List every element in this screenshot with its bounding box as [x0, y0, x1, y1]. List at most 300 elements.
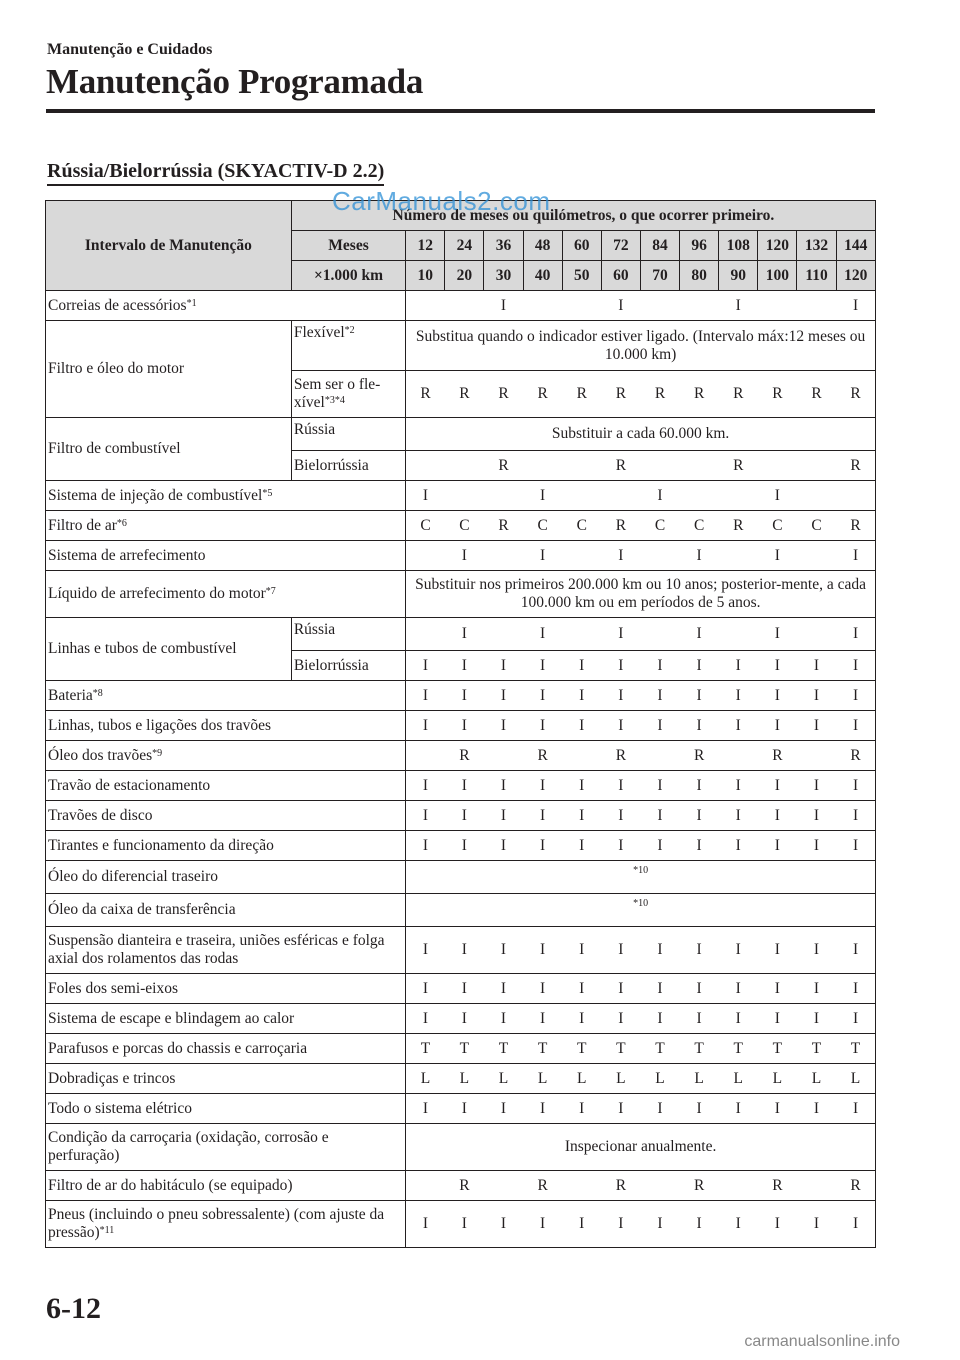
interval-mark: R	[523, 1171, 562, 1201]
row-label-text: Rússia	[293, 421, 336, 438]
page-number: 6-12	[46, 1292, 101, 1325]
row-label	[46, 681, 406, 711]
km-cell: 90	[719, 261, 758, 291]
interval-mark: I	[680, 1094, 719, 1124]
interval-mark: I	[406, 651, 445, 681]
interval-mark: I	[836, 1201, 875, 1248]
interval-mark: I	[758, 1004, 797, 1034]
interval-mark	[797, 451, 836, 481]
interval-mark: I	[640, 1201, 679, 1248]
interval-mark: I	[484, 801, 523, 831]
interval-mark: I	[484, 1004, 523, 1034]
interval-mark: I	[445, 974, 484, 1004]
interval-mark: I	[640, 1004, 679, 1034]
row-label	[46, 541, 406, 571]
row-label	[46, 771, 406, 801]
interval-mark: I	[797, 1094, 836, 1124]
interval-mark: I	[601, 651, 640, 681]
interval-mark: L	[758, 1064, 797, 1094]
interval-mark: I	[601, 1201, 640, 1248]
interval-mark: I	[562, 801, 601, 831]
interval-mark: I	[406, 771, 445, 801]
table-row	[46, 927, 876, 974]
interval-mark	[445, 481, 484, 511]
row-label	[46, 1201, 406, 1248]
interval-mark: T	[523, 1034, 562, 1064]
km-label: ×1.000 km	[291, 261, 405, 291]
watermark: CarManuals2.com	[332, 186, 551, 216]
interval-mark: I	[758, 651, 797, 681]
interval-mark	[640, 741, 679, 771]
row-label-text: Bielorrússia	[293, 456, 369, 474]
months-cell: 12	[406, 231, 445, 261]
row-label-text: Travões de disco	[48, 806, 153, 824]
interval-mark: I	[484, 1094, 523, 1124]
interval-mark	[484, 541, 523, 571]
interval-mark: I	[719, 771, 758, 801]
interval-mark: I	[484, 771, 523, 801]
footnote-ref: *2	[344, 325, 355, 336]
interval-mark: I	[484, 927, 523, 974]
interval-mark: I	[680, 974, 719, 1004]
interval-mark: I	[406, 681, 445, 711]
row-label-text: Pneus (incluindo o pneu sobressalente) (com ajuste da pressão)	[48, 1206, 385, 1241]
interval-mark: I	[797, 1004, 836, 1034]
interval-mark: R	[523, 371, 562, 418]
row-label-text: Travão de estacionamento	[48, 776, 211, 794]
interval-mark: I	[680, 541, 719, 571]
interval-mark	[406, 741, 445, 771]
km-cell: 70	[640, 261, 679, 291]
interval-mark: T	[406, 1034, 445, 1064]
group-label: Filtro e óleo do motor	[46, 321, 292, 418]
interval-mark	[562, 451, 601, 481]
interval-mark: T	[640, 1034, 679, 1064]
interval-mark: L	[719, 1064, 758, 1094]
interval-mark: I	[640, 481, 679, 511]
row-label	[46, 894, 406, 927]
row-label	[46, 481, 406, 511]
interval-mark: I	[601, 541, 640, 571]
table-row	[46, 1171, 876, 1201]
interval-mark	[640, 451, 679, 481]
interval-mark: I	[836, 771, 875, 801]
footnote-ref: *10	[633, 898, 649, 909]
interval-mark: I	[680, 618, 719, 651]
interval-mark: I	[719, 831, 758, 861]
interval-mark	[797, 741, 836, 771]
interval-mark: I	[523, 771, 562, 801]
interval-mark: L	[601, 1064, 640, 1094]
row-label-text: Líquido de arrefecimento do motor	[48, 585, 266, 602]
interval-mark: I	[562, 831, 601, 861]
months-cell: 24	[445, 231, 484, 261]
interval-mark: T	[484, 1034, 523, 1064]
interval-mark: I	[445, 1094, 484, 1124]
interval-mark: I	[797, 681, 836, 711]
interval-mark	[562, 618, 601, 651]
interval-mark: I	[562, 681, 601, 711]
interval-mark: I	[601, 291, 640, 321]
sub-label	[291, 371, 405, 418]
interval-mark	[406, 541, 445, 571]
km-cell: 100	[758, 261, 797, 291]
interval-mark	[640, 541, 679, 571]
interval-mark: R	[601, 451, 640, 481]
interval-mark: I	[758, 974, 797, 1004]
interval-mark: I	[680, 681, 719, 711]
interval-mark	[719, 541, 758, 571]
interval-mark: I	[719, 711, 758, 741]
interval-mark: I	[601, 681, 640, 711]
table-row	[46, 974, 876, 1004]
interval-mark	[719, 1171, 758, 1201]
row-label-text: Flexível	[293, 324, 345, 341]
interval-mark: I	[562, 927, 601, 974]
interval-mark: I	[797, 927, 836, 974]
interval-mark: I	[523, 927, 562, 974]
interval-mark: R	[680, 371, 719, 418]
sub-label	[291, 451, 405, 481]
interval-mark: L	[797, 1064, 836, 1094]
interval-mark: I	[406, 927, 445, 974]
row-label-text: Foles dos semi-eixos	[48, 979, 179, 997]
km-cell: 60	[601, 261, 640, 291]
interval-mark	[680, 481, 719, 511]
interval-mark: I	[445, 801, 484, 831]
interval-mark	[562, 541, 601, 571]
interval-mark: L	[836, 1064, 875, 1094]
interval-mark: I	[680, 651, 719, 681]
footer-link[interactable]: carmanualsonline.info	[744, 1333, 900, 1350]
row-label	[46, 1094, 406, 1124]
interval-mark: I	[758, 1201, 797, 1248]
table-row	[46, 571, 876, 618]
interval-mark: I	[680, 801, 719, 831]
table-row	[46, 1034, 876, 1064]
interval-mark: I	[680, 927, 719, 974]
interval-mark: I	[484, 974, 523, 1004]
interval-mark: I	[680, 771, 719, 801]
table-row	[46, 894, 876, 927]
row-label	[46, 711, 406, 741]
interval-mark: L	[680, 1064, 719, 1094]
interval-mark: R	[406, 371, 445, 418]
interval-mark: I	[562, 1201, 601, 1248]
interval-mark: I	[719, 927, 758, 974]
interval-mark	[601, 481, 640, 511]
interval-mark: R	[719, 371, 758, 418]
interval-mark: I	[562, 771, 601, 801]
interval-mark: C	[523, 511, 562, 541]
interval-mark: R	[836, 741, 875, 771]
interval-mark: I	[523, 711, 562, 741]
interval-mark	[640, 1171, 679, 1201]
interval-mark: I	[445, 831, 484, 861]
interval-mark	[484, 1171, 523, 1201]
row-label-text: Sistema de escape e blindagem ao calor	[48, 1009, 295, 1027]
interval-mark: R	[445, 1171, 484, 1201]
interval-mark: I	[523, 831, 562, 861]
footnote-ref: *5	[262, 487, 273, 499]
row-label-text: Óleo dos travões	[48, 746, 153, 764]
row-note: Substituir nos primeiros 200.000 km ou 10 anos; posterior-mente, a cada 100.000 km ou em períodos de 5 anos.	[406, 571, 876, 618]
interval-mark: I	[523, 618, 562, 651]
interval-mark: R	[680, 741, 719, 771]
table-row	[46, 681, 876, 711]
interval-mark: I	[601, 1094, 640, 1124]
interval-mark: I	[758, 711, 797, 741]
interval-mark: I	[836, 681, 875, 711]
interval-mark: R	[445, 371, 484, 418]
row-label	[46, 1034, 406, 1064]
interval-mark: L	[445, 1064, 484, 1094]
sub-label	[291, 651, 405, 681]
interval-mark	[406, 451, 445, 481]
table-row	[46, 771, 876, 801]
row-label-text: Filtro de ar do habitáculo (se equipado)	[48, 1176, 293, 1194]
interval-mark: R	[836, 511, 875, 541]
interval-mark: C	[797, 511, 836, 541]
section-title: Rússia/Bielorrússia (SKYACTIV-D 2.2)	[47, 160, 384, 186]
interval-mark	[680, 451, 719, 481]
row-label	[46, 571, 406, 618]
header-divider	[46, 109, 875, 113]
table-row	[46, 831, 876, 861]
interval-mark: I	[758, 831, 797, 861]
interval-mark	[758, 451, 797, 481]
row-label-text: Bielorrússia	[293, 656, 369, 674]
interval-mark	[562, 481, 601, 511]
interval-mark: R	[640, 371, 679, 418]
table-row	[46, 1201, 876, 1248]
footnote-ref: *8	[92, 687, 103, 699]
interval-mark	[406, 1171, 445, 1201]
maintenance-table	[45, 200, 876, 1248]
interval-mark	[484, 481, 523, 511]
interval-mark: I	[836, 831, 875, 861]
row-label-text: Suspensão dianteira e traseira, uniões esféricas e folga axial dos rolamentos das rodas	[48, 932, 385, 967]
row-label	[46, 291, 406, 321]
interval-mark: I	[836, 541, 875, 571]
section-header: Manutenção e Cuidados	[47, 41, 213, 58]
footnote-ref: *6	[116, 517, 127, 529]
interval-mark: L	[562, 1064, 601, 1094]
interval-mark: I	[406, 974, 445, 1004]
interval-mark	[758, 291, 797, 321]
row-label-text: Condição da carroçaria (oxidação, corrosão e perfuração)	[48, 1129, 329, 1164]
row-label	[46, 1004, 406, 1034]
row-label-text: Rússia	[293, 621, 336, 638]
interval-mark: L	[640, 1064, 679, 1094]
interval-mark: R	[758, 741, 797, 771]
table-row	[46, 1064, 876, 1094]
months-cell: 60	[562, 231, 601, 261]
interval-mark: I	[523, 974, 562, 1004]
interval-mark: I	[601, 974, 640, 1004]
interval-mark: I	[445, 618, 484, 651]
interval-mark: I	[719, 291, 758, 321]
km-cell: 10	[406, 261, 445, 291]
sub-label	[291, 618, 405, 651]
interval-mark: C	[640, 511, 679, 541]
row-footnote	[406, 861, 876, 894]
interval-mark: R	[680, 1171, 719, 1201]
interval-mark: I	[484, 651, 523, 681]
interval-mark	[640, 618, 679, 651]
interval-mark: I	[836, 618, 875, 651]
km-cell: 40	[523, 261, 562, 291]
interval-mark: I	[484, 681, 523, 711]
interval-mark	[406, 291, 445, 321]
interval-mark: I	[719, 681, 758, 711]
interval-mark: I	[836, 801, 875, 831]
interval-mark: R	[719, 511, 758, 541]
interval-mark	[484, 741, 523, 771]
interval-mark: I	[758, 541, 797, 571]
interval-mark	[797, 618, 836, 651]
sub-label	[291, 321, 405, 371]
interval-mark	[797, 1171, 836, 1201]
footnote-ref: *11	[99, 1225, 115, 1236]
interval-mark: I	[601, 618, 640, 651]
row-label-text: Óleo da caixa de transferência	[48, 901, 236, 918]
interval-mark: T	[680, 1034, 719, 1064]
interval-mark	[719, 481, 758, 511]
interval-mark: I	[836, 291, 875, 321]
months-cell: 108	[719, 231, 758, 261]
interval-mark	[406, 618, 445, 651]
interval-mark: R	[523, 741, 562, 771]
interval-mark: I	[640, 1094, 679, 1124]
interval-mark	[640, 291, 679, 321]
row-label-text: Sistema de injeção de combustível	[48, 486, 263, 504]
interval-mark: I	[797, 711, 836, 741]
row-label	[46, 511, 406, 541]
interval-mark: I	[758, 801, 797, 831]
table-row	[46, 511, 876, 541]
row-label-text: Bateria	[48, 686, 93, 704]
interval-mark: R	[445, 741, 484, 771]
interval-mark	[562, 741, 601, 771]
row-label	[46, 1171, 406, 1201]
row-label-text: Todo o sistema elétrico	[48, 1099, 192, 1117]
interval-mark	[562, 291, 601, 321]
row-footnote	[406, 894, 876, 927]
interval-mark: I	[406, 1201, 445, 1248]
interval-mark: I	[445, 541, 484, 571]
footnote-ref: *3*4	[324, 395, 345, 406]
km-cell: 50	[562, 261, 601, 291]
interval-mark: I	[484, 291, 523, 321]
interval-mark: I	[758, 618, 797, 651]
group-label: Linhas e tubos de combustível	[46, 618, 292, 681]
interval-mark: I	[797, 831, 836, 861]
interval-mark	[836, 481, 875, 511]
row-label-text: Linhas, tubos e ligações dos travões	[48, 716, 271, 734]
interval-mark: I	[836, 927, 875, 974]
interval-mark: I	[445, 771, 484, 801]
km-cell: 110	[797, 261, 836, 291]
interval-mark: R	[797, 371, 836, 418]
interval-mark: I	[719, 1094, 758, 1124]
interval-mark: I	[836, 1094, 875, 1124]
interval-mark: R	[484, 511, 523, 541]
km-cell: 20	[445, 261, 484, 291]
interval-mark: T	[562, 1034, 601, 1064]
months-cell: 36	[484, 231, 523, 261]
interval-mark: I	[562, 974, 601, 1004]
interval-mark	[719, 741, 758, 771]
interval-mark: I	[680, 711, 719, 741]
interval-mark: I	[406, 801, 445, 831]
interval-mark	[523, 451, 562, 481]
interval-mark: C	[406, 511, 445, 541]
interval-mark: L	[406, 1064, 445, 1094]
table-row	[46, 1124, 876, 1171]
interval-mark	[719, 618, 758, 651]
interval-mark: R	[562, 371, 601, 418]
interval-mark: I	[797, 974, 836, 1004]
page-title: Manutenção Programada	[46, 62, 424, 101]
interval-mark: I	[640, 651, 679, 681]
interval-mark: I	[562, 711, 601, 741]
interval-mark: R	[758, 1171, 797, 1201]
interval-mark: I	[523, 681, 562, 711]
interval-mark: I	[758, 681, 797, 711]
row-label	[46, 801, 406, 831]
row-label-text: Sem ser o fle-xível	[293, 376, 381, 411]
interval-mark: I	[719, 1004, 758, 1034]
interval-mark: I	[680, 1201, 719, 1248]
interval-mark: I	[601, 927, 640, 974]
interval-mark	[445, 291, 484, 321]
row-label-text: Filtro de ar	[48, 516, 117, 534]
interval-mark: I	[719, 974, 758, 1004]
interval-mark: I	[484, 1201, 523, 1248]
interval-mark	[445, 451, 484, 481]
interval-mark: I	[523, 541, 562, 571]
interval-mark: I	[836, 711, 875, 741]
row-label	[46, 861, 406, 894]
interval-mark	[797, 541, 836, 571]
interval-mark: I	[445, 711, 484, 741]
interval-mark: L	[484, 1064, 523, 1094]
interval-mark: I	[406, 1004, 445, 1034]
interval-mark: T	[719, 1034, 758, 1064]
interval-mark: I	[406, 831, 445, 861]
row-note: Substitua quando o indicador estiver ligado. (Intervalo máx:12 meses ou 10.000 km)	[406, 321, 876, 371]
interval-mark: I	[523, 801, 562, 831]
interval-mark: R	[484, 371, 523, 418]
footnote-ref: *9	[152, 747, 163, 759]
interval-mark	[797, 291, 836, 321]
row-note: Substituir a cada 60.000 km.	[406, 418, 876, 451]
interval-mark: I	[562, 1094, 601, 1124]
interval-mark: R	[601, 741, 640, 771]
interval-mark: I	[797, 651, 836, 681]
table-row	[46, 481, 876, 511]
interval-mark: I	[640, 831, 679, 861]
interval-mark: I	[836, 974, 875, 1004]
interval-mark: C	[562, 511, 601, 541]
table-row	[46, 1004, 876, 1034]
months-cell: 84	[640, 231, 679, 261]
interval-mark	[484, 618, 523, 651]
interval-mark: T	[601, 1034, 640, 1064]
interval-mark: I	[797, 801, 836, 831]
footnote-ref: *7	[265, 586, 276, 597]
